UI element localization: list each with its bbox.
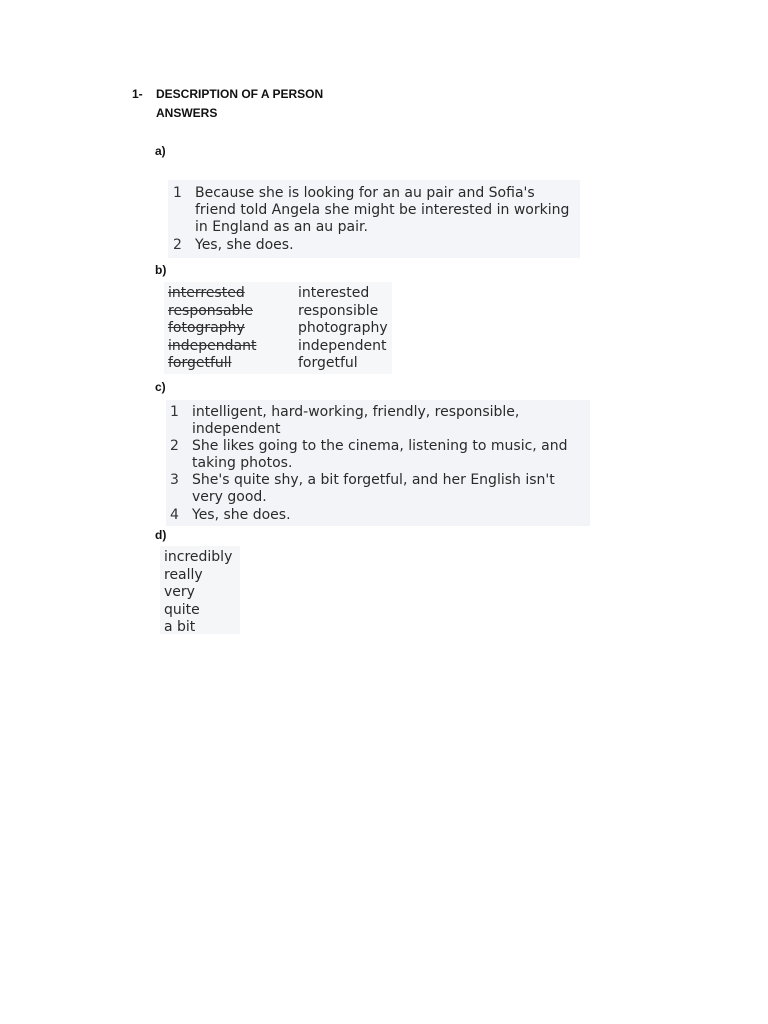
correct-spelling: independent — [298, 337, 387, 354]
wrong-spelling: independant — [168, 337, 257, 354]
heading-number: 1- — [132, 87, 143, 101]
section-c-item — [170, 507, 570, 525]
intensifier-word: a bit — [164, 619, 196, 635]
section-a-label: a) — [155, 144, 166, 158]
section-a-item — [173, 185, 578, 237]
item-text: Yes, she does. — [195, 237, 294, 253]
intensifier-word: quite — [164, 601, 200, 618]
item-number: 2 — [170, 438, 179, 454]
wrong-spelling: responsable — [168, 302, 253, 319]
section-b-label: b) — [155, 263, 167, 277]
wrong-spelling: interrested — [168, 285, 245, 301]
page-title: DESCRIPTION OF A PERSON — [156, 87, 324, 101]
correct-spelling: interested — [298, 285, 370, 301]
item-number: 4 — [170, 507, 179, 523]
item-number: 1 — [170, 404, 179, 420]
section-c-item — [170, 404, 570, 438]
section-d-label: d) — [155, 528, 167, 542]
page-subtitle: ANSWERS — [156, 106, 218, 120]
intensifier-word: very — [164, 584, 195, 600]
wrong-spellings-column — [168, 285, 288, 373]
item-text: She likes going to the cinema, listening to music, and taking photos. — [192, 438, 568, 471]
item-number: 3 — [170, 472, 179, 488]
correct-spelling: photography — [298, 320, 388, 336]
intensifiers-list — [164, 549, 244, 637]
section-a-item — [173, 237, 578, 255]
correct-spellings-column — [298, 285, 398, 373]
item-text: She's quite shy, a bit forgetful, and her English isn't very good. — [192, 472, 555, 505]
item-text: Yes, she does. — [192, 507, 291, 523]
correct-spelling: forgetful — [298, 355, 358, 371]
item-text: intelligent, hard-working, friendly, responsible, independent — [192, 404, 520, 437]
intensifier-word: incredibly — [164, 549, 233, 565]
item-number: 1 — [173, 185, 182, 201]
item-text: Because she is looking for an au pair and Sofia's friend told Angela she might be interested in working in England as an au pair. — [195, 185, 570, 235]
item-number: 2 — [173, 237, 182, 253]
correct-spelling: responsible — [298, 302, 379, 319]
wrong-spelling: forgetfull — [168, 355, 232, 371]
section-c-item — [170, 472, 585, 506]
intensifier-word: really — [164, 566, 203, 583]
wrong-spelling: fotography — [168, 320, 245, 336]
section-c-label: c) — [155, 380, 166, 394]
section-c-item — [170, 438, 570, 472]
